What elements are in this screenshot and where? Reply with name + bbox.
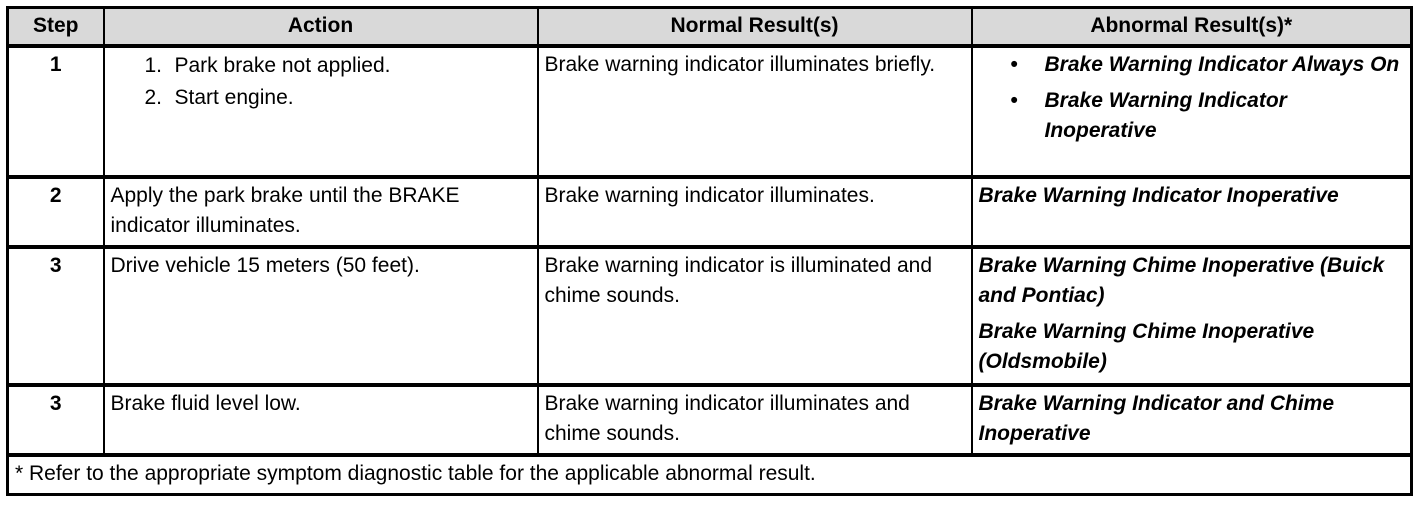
step-cell: 2 [8,177,104,247]
list-item [145,50,531,82]
abnormal-results-list [979,50,1405,146]
footnote: * Refer to the appropriate symptom diagnostic table for the applicable abnormal result. [8,455,1412,495]
abnormal-result-cell [972,385,1412,455]
step-cell: 1 [8,46,104,177]
header-action: Action [104,8,538,46]
bullet-icon: • [1010,88,1018,112]
action-cell: Brake fluid level low. [104,385,538,455]
normal-result-cell: Brake warning indicator illuminates briefly. [538,46,972,177]
table-row [8,247,1412,385]
table-row [8,385,1412,455]
step-cell: 3 [8,247,104,385]
header-step: Step [8,8,104,46]
step-text: Start engine. [174,85,294,109]
header-abnormal-results: Abnormal Result(s)* [972,8,1412,46]
normal-result-cell: Brake warning indicator is illuminated and chime sounds. [538,247,972,385]
bullet-icon: • [1010,52,1018,76]
abnormal-result-text: Brake Warning Chime Inoperative (Oldsmobile) [978,319,1315,373]
list-item [1011,50,1405,80]
action-cell: Apply the park brake until the BRAKE indicator illuminates. [104,177,538,247]
header-row [8,8,1412,46]
action-cell [104,46,538,177]
list-item [1011,86,1405,146]
abnormal-result-text: Brake Warning Indicator and Chime Inoperative [978,391,1335,445]
abnormal-result-text: Brake Warning Indicator Inoperative [1044,88,1287,142]
abnormal-result-cell [972,46,1412,177]
abnormal-result-cell [972,177,1412,247]
step-number: 1. [144,53,163,77]
step-number: 2. [144,85,163,109]
normal-result-cell: Brake warning indicator illuminates and chime sounds. [538,385,972,455]
step-text: Park brake not applied. [174,53,391,77]
table-row [8,177,1412,247]
action-cell: Drive vehicle 15 meters (50 feet). [104,247,538,385]
step-cell: 3 [8,385,104,455]
abnormal-result-text: Brake Warning Indicator Always On [1044,52,1400,76]
table-row [8,46,1412,177]
list-item [145,82,531,114]
diagnostic-table-container [6,6,1410,494]
footnote-row [8,455,1412,495]
abnormal-result-text: Brake Warning Indicator Inoperative [978,183,1339,207]
diagnostic-table [6,6,1413,496]
action-steps-list [111,50,531,114]
abnormal-result-cell [972,247,1412,385]
abnormal-result-text: Brake Warning Chime Inoperative (Buick and Pontiac) [978,253,1385,307]
header-normal-results: Normal Result(s) [538,8,972,46]
normal-result-cell: Brake warning indicator illuminates. [538,177,972,247]
